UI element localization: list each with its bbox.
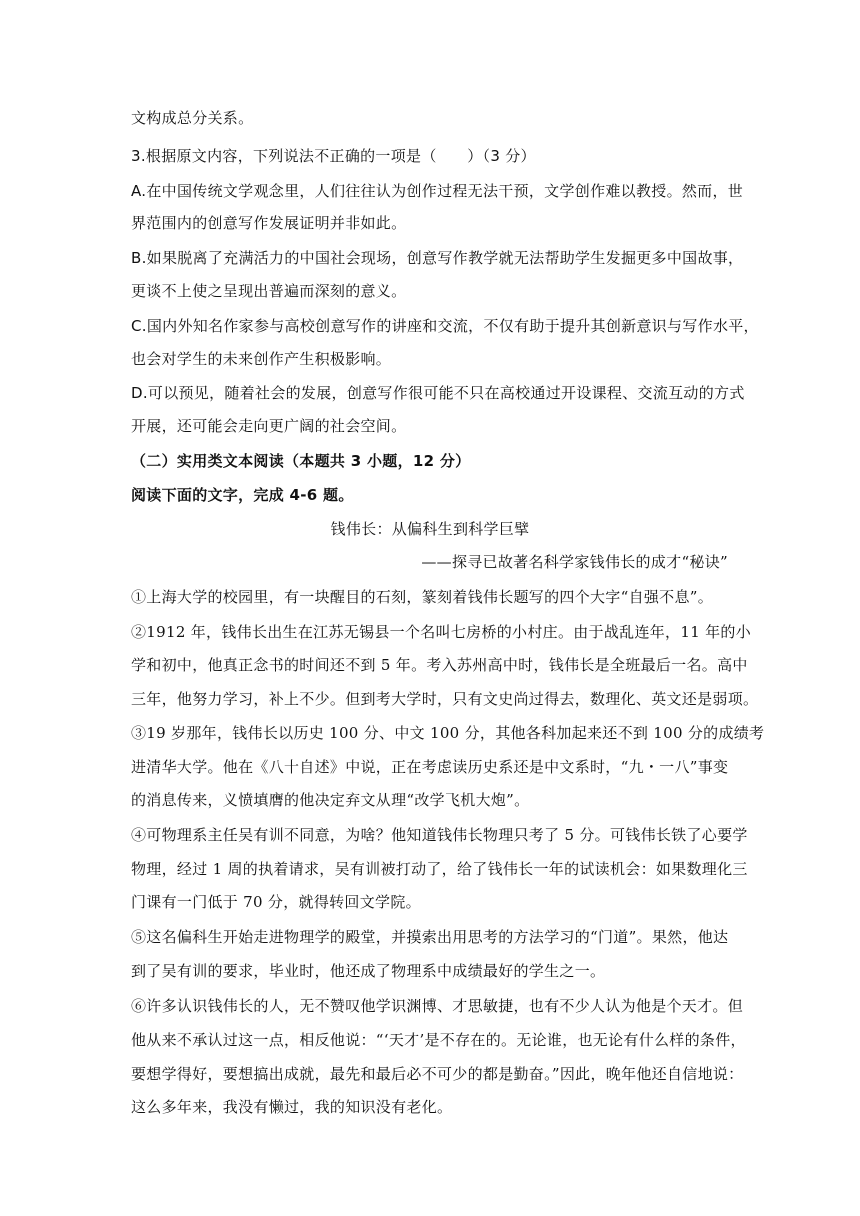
- paragraph-4-line3: 门课有一门低于 70 分，就得转回文学院。: [131, 893, 421, 911]
- paragraph-2-line1: ②1912 年，钱伟长出生在江苏无锡县一个名叫七房桥的小村庄。由于战乱连年，11 年的小: [131, 623, 752, 641]
- paragraph-2-line2: 学和初中，他真正念书的时间还不到 5 年。考入苏州高中时，钱伟长是全班最后一名。高中: [131, 656, 748, 674]
- paragraph-5-line1: ⑤这名偏科生开始走进物理学的殿堂，并摸索出用思考的方法学习的“门道”。果然，他达: [131, 928, 729, 946]
- q3-stem: 3.根据原文内容，下列说法不正确的一项是（ ）（3 分）: [131, 147, 536, 165]
- paragraph-3-line2: 进清华大学。他在《八十自述》中说，正在考虑读历史系还是中文系时，“九・一八”事变: [131, 758, 729, 776]
- q3-option-c-line2: 也会对学生的未来创作产生积极影响。: [131, 350, 392, 368]
- paragraph-5-line2: 到了吴有训的要求，毕业时，他还成了物理系中成绩最好的学生之一。: [131, 962, 606, 980]
- section-instruction: 阅读下面的文字，完成 4-6 题。: [131, 486, 354, 504]
- paragraph-2-line3: 三年，他努力学习，补上不少。但到考大学时，只有文史尚过得去，数理化、英文还是弱项。: [131, 690, 759, 708]
- q3-option-d-line2: 开展，还可能会走向更广阔的社会空间。: [131, 417, 407, 435]
- q3-option-d-line1: D.可以预见，随着社会的发展，创意写作很可能不只在高校通过开设课程、交流互动的方式: [131, 384, 745, 402]
- q3-option-b-line1: B.如果脱离了充满活力的中国社会现场，创意写作教学就无法帮助学生发掘更多中国故事，: [131, 249, 744, 267]
- paragraph-3-line1: ③19 岁那年，钱伟长以历史 100 分、中文 100 分，其他各科加起来还不到 100 分的成绩考: [131, 724, 765, 742]
- paragraph-6-line2: 他从来不承认过这一点，相反他说：“‘天才’是不存在的。无论谁，也无论有什么样的条件，: [131, 1031, 746, 1049]
- article-subtitle: ——探寻已故著名科学家钱伟长的成才“秘诀”: [421, 553, 728, 571]
- paragraph-4-line1: ④可物理系主任吴有训不同意，为啥？他知道钱伟长物理只考了 5 分。可钱伟长铁了心要学: [131, 826, 748, 844]
- paragraph-6-line3: 要想学得好，要想搞出成就，最先和最后必不可少的都是勤奋。”因此，晚年他还自信地说：: [131, 1065, 744, 1083]
- q3-option-a-line2: 界范围内的创意写作发展证明并非如此。: [131, 214, 407, 232]
- q3-option-c-line1: C.国内外知名作家参与高校创意写作的讲座和交流，不仅有助于提升其创新意识与写作水平，: [131, 317, 759, 335]
- paragraph-4-line2: 物理，经过 1 周的执着请求，吴有训被打动了，给了钱伟长一年的试读机会：如果数理化三: [131, 860, 748, 878]
- paragraph-1: ①上海大学的校园里，有一块醒目的石刻，篆刻着钱伟长题写的四个大字“自强不息”。: [131, 588, 714, 606]
- q3-option-a-line1: A.在中国传统文学观念里，人们往往认为创作过程无法干预，文学创作难以教授。然而，世: [131, 182, 744, 200]
- q3-option-b-line2: 更谈不上使之呈现出普遍而深刻的意义。: [131, 282, 407, 300]
- paragraph-6-line4: 这么多年来，我没有懒过，我的知识没有老化。: [131, 1098, 453, 1116]
- q2-tail-text: 文构成总分关系。: [131, 109, 254, 127]
- section-heading: （二）实用类文本阅读（本题共 3 小题，12 分）: [131, 452, 471, 470]
- paragraph-3-line3: 的消息传来，义愤填膺的他决定弃文从理“改学飞机大炮”。: [131, 791, 530, 809]
- article-title: 钱伟长：从偏科生到科学巨擘: [330, 520, 530, 538]
- paragraph-6-line1: ⑥许多认识钱伟长的人，无不赞叹他学识渊博、才思敏捷，也有不少人认为他是个天才。但: [131, 997, 744, 1015]
